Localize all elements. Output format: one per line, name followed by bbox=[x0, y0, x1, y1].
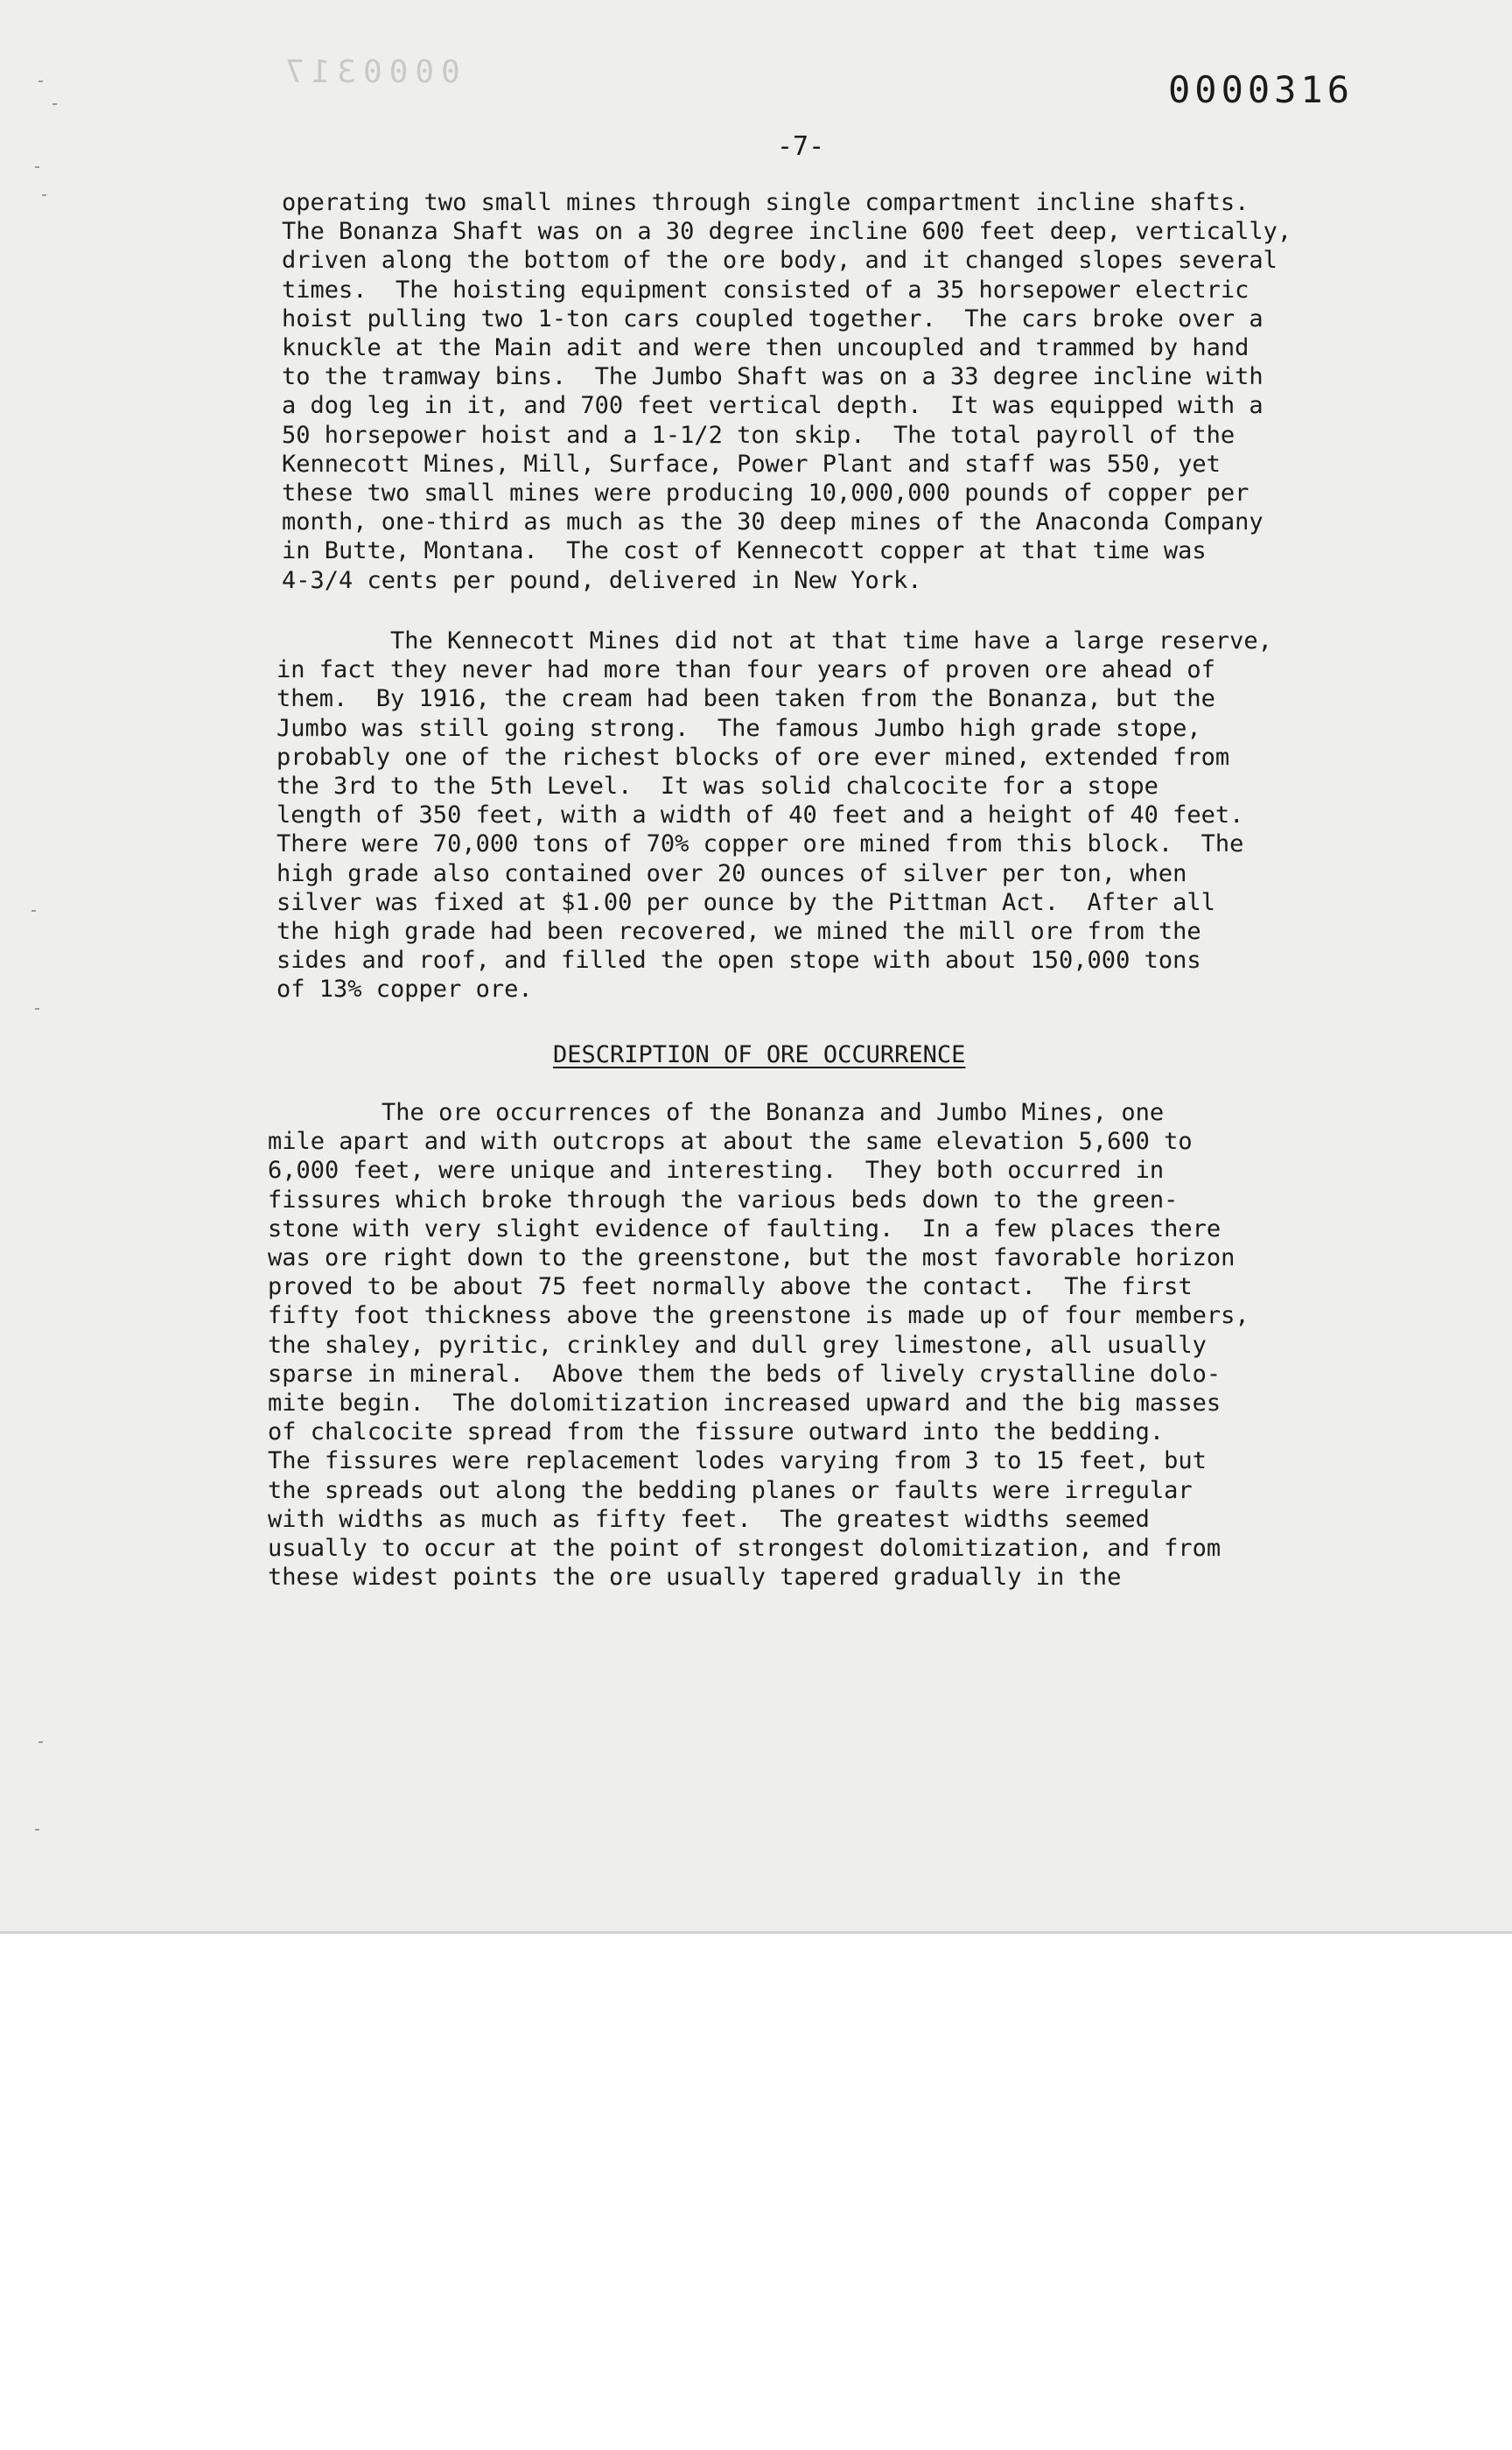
text-line: to the tramway bins. The Jumbo Shaft was on a 33 degree incline with bbox=[282, 363, 1264, 391]
text-line: knuckle at the Main adit and were then uncoupled and trammed by hand bbox=[282, 334, 1250, 362]
text-line: stone with very slight evidence of faulting. In a few places there bbox=[268, 1214, 1222, 1242]
faint-bleedthrough-number: 0000317 bbox=[278, 54, 460, 90]
scan-speck bbox=[52, 103, 57, 105]
scan-speck bbox=[38, 1741, 43, 1743]
text-line: mile apart and with outcrops at about the same elevation 5,600 to bbox=[268, 1128, 1193, 1156]
paragraph-ore-occurrence bbox=[268, 1098, 1250, 1592]
text-line: The Kennecott Mines did not at that time have a large reserve, bbox=[276, 627, 1272, 654]
text-line: sparse in mineral. Above them the beds of lively crystalline dolo- bbox=[268, 1360, 1222, 1388]
scan-speck bbox=[35, 1829, 39, 1830]
text-line: The ore occurrences of the Bonanza and Jumbo Mines, one bbox=[268, 1099, 1165, 1126]
text-line: 4-3/4 cents per pound, delivered in New York. bbox=[282, 566, 922, 594]
text-line: a dog leg in it, and 700 feet vertical depth. It was equipped with a bbox=[282, 392, 1264, 420]
text-line: operating two small mines through single compartment incline shafts. bbox=[282, 189, 1250, 216]
text-line: driven along the bottom of the ore body, and it changed slopes several bbox=[282, 247, 1278, 275]
text-line: with widths as much as fifty feet. The greatest widths seemed bbox=[268, 1505, 1150, 1533]
text-line: There were 70,000 tons of 70% copper ore mined from this block. The bbox=[276, 830, 1244, 858]
text-line: hoist pulling two 1-ton cars coupled together. The cars broke over a bbox=[282, 304, 1264, 332]
text-line: usually to occur at the point of strongest dolomitization, and from bbox=[268, 1535, 1222, 1563]
scan-speck bbox=[35, 1008, 39, 1010]
scan-speck bbox=[35, 166, 39, 168]
text-line: fissures which broke through the various beds down to the green- bbox=[268, 1186, 1179, 1214]
text-line: the shaley, pyritic, crinkley and dull grey limestone, all usually bbox=[268, 1331, 1207, 1359]
text-line: Kennecott Mines, Mill, Surface, Power Plant and staff was 550, yet bbox=[282, 450, 1221, 478]
scan-speck bbox=[42, 194, 46, 196]
text-line: sides and roof, and filled the open stope with about 150,000 tons bbox=[276, 947, 1201, 975]
text-line: proved to be about 75 feet normally above the contact. The first bbox=[268, 1273, 1193, 1301]
text-line: the high grade had been recovered, we mined the mill ore from the bbox=[276, 918, 1201, 946]
page-number: -7- bbox=[777, 131, 825, 162]
scan-speck bbox=[38, 80, 43, 82]
text-line: the spreads out along the bedding planes or faults were irregular bbox=[268, 1476, 1193, 1504]
text-line: mite begin. The dolomitization increased upward and the big masses bbox=[268, 1390, 1222, 1418]
text-line: these widest points the ore usually tapered gradually in the bbox=[268, 1564, 1122, 1592]
scan-speck bbox=[32, 910, 36, 912]
paragraph-reserves bbox=[276, 626, 1272, 1004]
text-line: these two small mines were producing 10,000,000 pounds of copper per bbox=[282, 480, 1250, 508]
text-line: Jumbo was still going strong. The famous Jumbo high grade stope, bbox=[276, 714, 1201, 742]
text-line: times. The hoisting equipment consisted of a 35 horsepower electric bbox=[282, 276, 1250, 304]
text-line: of 13% copper ore. bbox=[276, 976, 533, 1004]
text-line: length of 350 feet, with a width of 40 feet and a height of 40 feet. bbox=[276, 802, 1244, 830]
section-heading: DESCRIPTION OF ORE OCCURRENCE bbox=[553, 1041, 966, 1068]
text-line: high grade also contained over 20 ounces of silver per ton, when bbox=[276, 859, 1187, 887]
text-line: month, one-third as much as the 30 deep mines of the Anaconda Company bbox=[282, 508, 1264, 536]
text-line: probably one of the richest blocks of ore ever mined, extended from bbox=[276, 743, 1230, 771]
text-line: 50 horsepower hoist and a 1-1/2 ton skip. The total payroll of the bbox=[282, 421, 1236, 449]
document-number: 0000316 bbox=[1168, 68, 1354, 111]
text-line: silver was fixed at $1.00 per ounce by the Pittman Act. After all bbox=[276, 888, 1215, 916]
text-line: fifty foot thickness above the greenstone is made up of four members, bbox=[268, 1302, 1250, 1330]
text-line: was ore right down to the greenstone, but the most favorable horizon bbox=[268, 1244, 1236, 1272]
text-line: The Bonanza Shaft was on a 30 degree incline 600 feet deep, vertically, bbox=[282, 218, 1292, 246]
paragraph-mining-operations bbox=[282, 188, 1292, 595]
text-line: in fact they never had more than four years of proven ore ahead of bbox=[276, 656, 1215, 684]
text-line: the 3rd to the 5th Level. It was solid chalcocite for a stope bbox=[276, 773, 1158, 801]
text-line: them. By 1916, the cream had been taken from the Bonanza, but the bbox=[276, 685, 1215, 713]
text-line: of chalcocite spread from the fissure outward into the bedding. bbox=[268, 1418, 1165, 1446]
text-line: 6,000 feet, were unique and interesting. They both occurred in bbox=[268, 1157, 1165, 1185]
text-line: The fissures were replacement lodes varying from 3 to 15 feet, but bbox=[268, 1447, 1207, 1475]
text-line: in Butte, Montana. The cost of Kennecott copper at that time was bbox=[282, 537, 1207, 565]
